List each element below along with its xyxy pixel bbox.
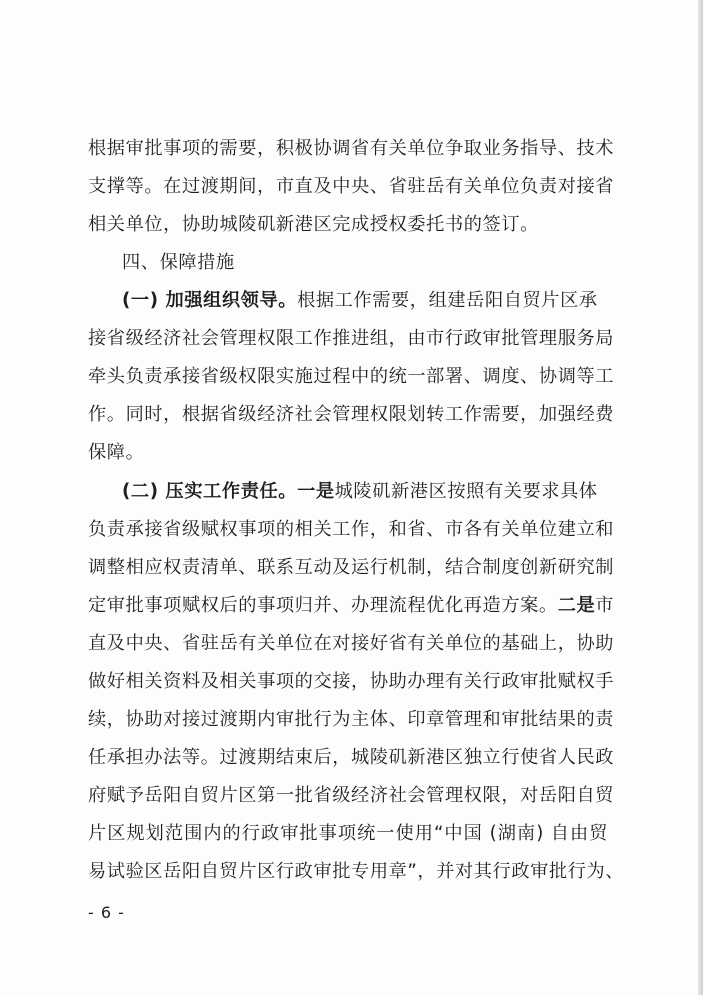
- body-line-7: 作。同时，根据省级经济社会管理权限划转工作需要，加强经费: [88, 404, 615, 425]
- body-line-18: 片区规划范围内的行政审批事项统一使用“中国 (湖南) 自由贸: [88, 823, 608, 844]
- para-1-text: 根据工作需要，组建岳阳自贸片区承: [297, 290, 598, 311]
- para-2-text: 城陵矶新港区按照有关要求具体: [334, 481, 598, 502]
- body-line-19: 易试验区岳阳自贸片区行政审批专用章”，并对其行政审批行为、: [88, 861, 625, 882]
- body-line-12: [88, 589, 615, 623]
- body-line-5: 接省级经济社会管理权限工作推进组，由市行政审批管理服务局: [88, 328, 615, 349]
- body-line-13: 直及中央、省驻岳有关单位在对接好省有关单位的基础上，协助: [88, 633, 615, 654]
- body-line-12-tail: 市: [595, 595, 615, 616]
- body-line-11: 调整相应权责清单、联系互动及运行机制，结合制度创新研究制: [88, 557, 615, 578]
- body-line-14: 做好相关资料及相关事项的交接，协助办理有关行政审批赋权手: [88, 671, 615, 692]
- body-line-16: 任承担办法等。过渡期结束后，城陵矶新港区独立行使省人民政: [88, 747, 615, 768]
- body-line-17: 府赋予岳阳自贸片区第一批省级经济社会管理权限，对岳阳自贸: [88, 785, 615, 806]
- page-number: - 6 -: [88, 903, 125, 922]
- body-line-6: 牵头负责承接省级权限实施过程中的统一部署、调度、协调等工: [88, 366, 615, 387]
- point-two-marker: 二是: [557, 595, 596, 616]
- body-line-3: 相关单位，协助城陵矶新港区完成授权委托书的签订。: [88, 214, 539, 235]
- body-line-15: 续，协助对接过渡期内审批行为主体、印章管理和审批结果的责: [88, 709, 615, 730]
- para-2-first-line: [122, 475, 608, 509]
- section-heading: 四、保障措施: [122, 252, 235, 273]
- point-one-marker: 一是: [297, 481, 335, 502]
- subheading-1: (一) 加强组织领导。: [122, 290, 298, 311]
- body-line-1: 根据审批事项的需要，积极协调省有关单位争取业务指导、技术: [88, 138, 615, 159]
- subheading-2: (二) 压实工作责任。: [122, 481, 298, 502]
- body-line-2: 支撑等。在过渡期间，市直及中央、省驻岳有关单位负责对接省: [88, 176, 615, 197]
- body-line-12-text: 定审批事项赋权后的事项归并、办理流程优化再造方案。: [88, 595, 558, 616]
- body-line-8: 保障。: [88, 442, 145, 463]
- para-1-first-line: [122, 284, 608, 318]
- body-line-10: 负责承接省级赋权事项的相关工作，和省、市各有关单位建立和: [88, 519, 615, 540]
- page-edge-shadow: [698, 0, 703, 995]
